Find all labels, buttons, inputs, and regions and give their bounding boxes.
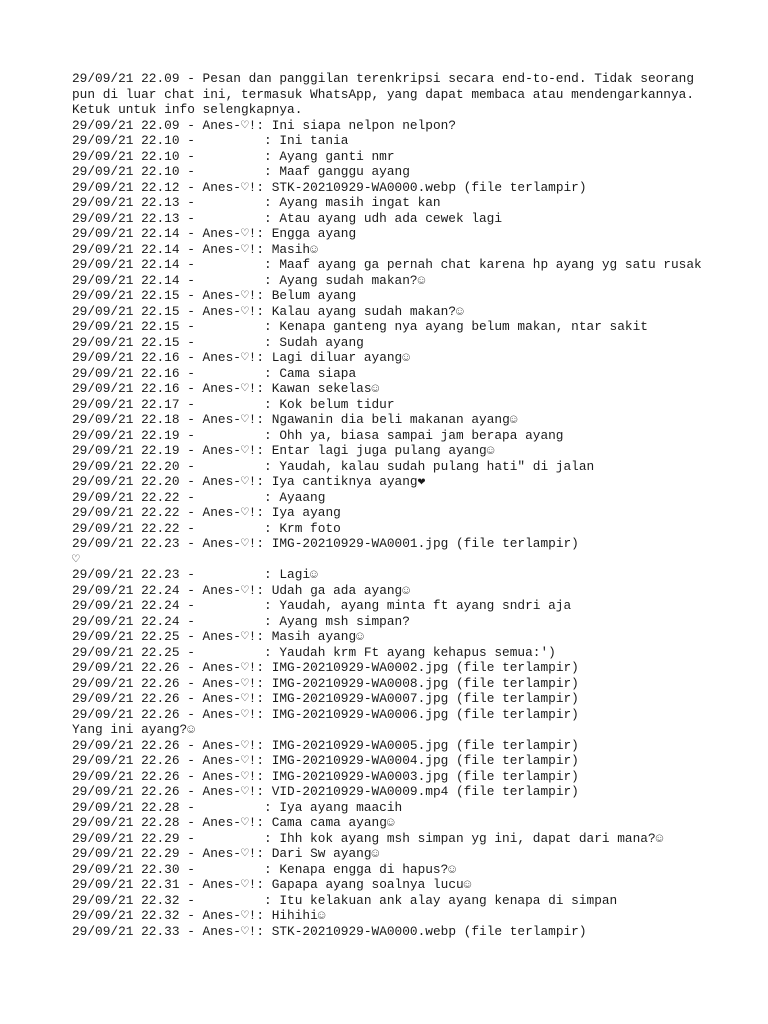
chat-log-line: 29/09/21 22.15 - Anes-♡!: Kalau ayang sudah makan?☺	[72, 303, 464, 319]
chat-log-line: 29/09/21 22.15 - : Sudah ayang	[72, 334, 364, 350]
chat-log-line: 29/09/21 22.22 - Anes-♡!: Iya ayang	[72, 505, 341, 520]
chat-log-line: 29/09/21 22.15 - : Kenapa ganteng nya ayang belum makan, ntar sakit	[72, 319, 648, 334]
chat-log-line: Yang ini ayang?☺	[72, 722, 195, 737]
chat-log-text	[72, 71, 712, 939]
chat-log-line: 29/09/21 22.13 - : Atau ayang udh ada cewek lagi	[72, 210, 503, 226]
chat-log-line: 29/09/21 22.25 - Anes-♡!: Masih ayang☺	[72, 629, 364, 644]
chat-log-line: 29/09/21 22.26 - Anes-♡!: IMG-20210929-WA0008.jpg (file terlampir)	[72, 675, 579, 691]
chat-log-line: 29/09/21 22.28 - : Iya ayang maacih	[72, 799, 403, 815]
chat-log-line: 29/09/21 22.14 - Anes-♡!: Masih☺	[72, 241, 318, 257]
chat-log-line: 29/09/21 22.18 - Anes-♡!: Ngawanin dia beli makanan ayang☺	[72, 412, 518, 427]
chat-log-line: 29/09/21 22.22 - : Krm foto	[72, 520, 341, 536]
chat-log-line: 29/09/21 22.23 - Anes-♡!: IMG-20210929-WA0001.jpg (file terlampir)	[72, 536, 579, 551]
chat-log-line: 29/09/21 22.30 - : Kenapa engga di hapus?☺	[72, 861, 456, 877]
chat-log-line: 29/09/21 22.10 - : Ayang ganti nmr	[72, 148, 395, 164]
chat-log-line: 29/09/21 22.24 - : Yaudah, ayang minta ft ayang sndri aja	[72, 598, 572, 613]
chat-log-line: 29/09/21 22.32 - Anes-♡!: Hihihi☺	[72, 908, 326, 923]
chat-log-line: 29/09/21 22.10 - : Maaf ganggu ayang	[72, 164, 410, 179]
chat-log-line: 29/09/21 22.26 - Anes-♡!: IMG-20210929-WA0002.jpg (file terlampir)	[72, 660, 579, 675]
chat-log-line: 29/09/21 22.29 - : Ihh kok ayang msh simpan yg ini, dapat dari mana?☺	[72, 830, 664, 846]
chat-log-line: 29/09/21 22.09 - Anes-♡!: Ini siapa nelpon nelpon?	[72, 117, 456, 133]
chat-log-line: Ketuk untuk info selengkapnya.	[72, 102, 303, 117]
chat-log-line: 29/09/21 22.26 - Anes-♡!: IMG-20210929-WA0004.jpg (file terlampir)	[72, 753, 579, 768]
chat-log-line: 29/09/21 22.17 - : Kok belum tidur	[72, 396, 395, 412]
chat-log-line: 29/09/21 22.10 - : Ini tania	[72, 133, 349, 148]
chat-log-line: 29/09/21 22.14 - Anes-♡!: Engga ayang	[72, 226, 357, 241]
chat-log-line: 29/09/21 22.09 - Pesan dan panggilan terenkripsi secara end-to-end. Tidak seorang	[72, 71, 695, 86]
chat-log-line: 29/09/21 22.14 - : Maaf ayang ga pernah chat karena hp ayang yg satu rusak	[72, 257, 702, 272]
chat-log-line: 29/09/21 22.26 - Anes-♡!: IMG-20210929-WA0005.jpg (file terlampir)	[72, 737, 579, 753]
chat-log-line: 29/09/21 22.29 - Anes-♡!: Dari Sw ayang☺	[72, 846, 380, 861]
chat-log-line: 29/09/21 22.26 - Anes-♡!: IMG-20210929-WA0007.jpg (file terlampir)	[72, 691, 579, 706]
chat-log-line: 29/09/21 22.26 - Anes-♡!: IMG-20210929-WA0003.jpg (file terlampir)	[72, 768, 579, 784]
chat-log-line: 29/09/21 22.24 - : Ayang msh simpan?	[72, 613, 410, 629]
chat-log-line: 29/09/21 22.26 - Anes-♡!: VID-20210929-WA0009.mp4 (file terlampir)	[72, 784, 579, 799]
chat-log-line: 29/09/21 22.32 - : Itu kelakuan ank alay ayang kenapa di simpan	[72, 892, 618, 908]
chat-log-line: 29/09/21 22.14 - : Ayang sudah makan?☺	[72, 272, 426, 288]
chat-log-line: 29/09/21 22.24 - Anes-♡!: Udah ga ada ayang☺	[72, 582, 410, 598]
chat-log-line: 29/09/21 22.12 - Anes-♡!: STK-20210929-WA0000.webp (file terlampir)	[72, 179, 587, 195]
chat-log-line: 29/09/21 22.16 - Anes-♡!: Lagi diluar ayang☺	[72, 350, 410, 365]
chat-log-line: 29/09/21 22.26 - Anes-♡!: IMG-20210929-WA0006.jpg (file terlampir)	[72, 706, 579, 722]
chat-log-line: 29/09/21 22.19 - : Ohh ya, biasa sampai jam berapa ayang	[72, 427, 564, 443]
chat-log-line: 29/09/21 22.33 - Anes-♡!: STK-20210929-WA0000.webp (file terlampir)	[72, 923, 587, 939]
chat-log-line: 29/09/21 22.23 - : Lagi☺	[72, 567, 318, 582]
chat-log-line: pun di luar chat ini, termasuk WhatsApp, yang dapat membaca atau mendengarkannya.	[72, 86, 695, 102]
chat-log-line: 29/09/21 22.31 - Anes-♡!: Gapapa ayang soalnya lucu☺	[72, 877, 472, 892]
chat-log-line: 29/09/21 22.25 - : Yaudah krm Ft ayang kehapus semua:')	[72, 644, 556, 660]
chat-log-line: 29/09/21 22.20 - : Yaudah, kalau sudah pulang hati" di jalan	[72, 458, 595, 474]
chat-log-line: 29/09/21 22.15 - Anes-♡!: Belum ayang	[72, 288, 357, 303]
chat-log-line: 29/09/21 22.16 - Anes-♡!: Kawan sekelas☺	[72, 381, 380, 396]
chat-log-line: 29/09/21 22.19 - Anes-♡!: Entar lagi juga pulang ayang☺	[72, 443, 495, 458]
chat-log-line: 29/09/21 22.13 - : Ayang masih ingat kan	[72, 195, 441, 210]
chat-log-line: 29/09/21 22.20 - Anes-♡!: Iya cantiknya ayang❤	[72, 474, 426, 489]
chat-log-line: 29/09/21 22.16 - : Cama siapa	[72, 365, 357, 381]
chat-log-line: ♡	[72, 551, 80, 567]
chat-log-line: 29/09/21 22.28 - Anes-♡!: Cama cama ayang☺	[72, 815, 395, 830]
chat-log-line: 29/09/21 22.22 - : Ayaang	[72, 489, 326, 505]
